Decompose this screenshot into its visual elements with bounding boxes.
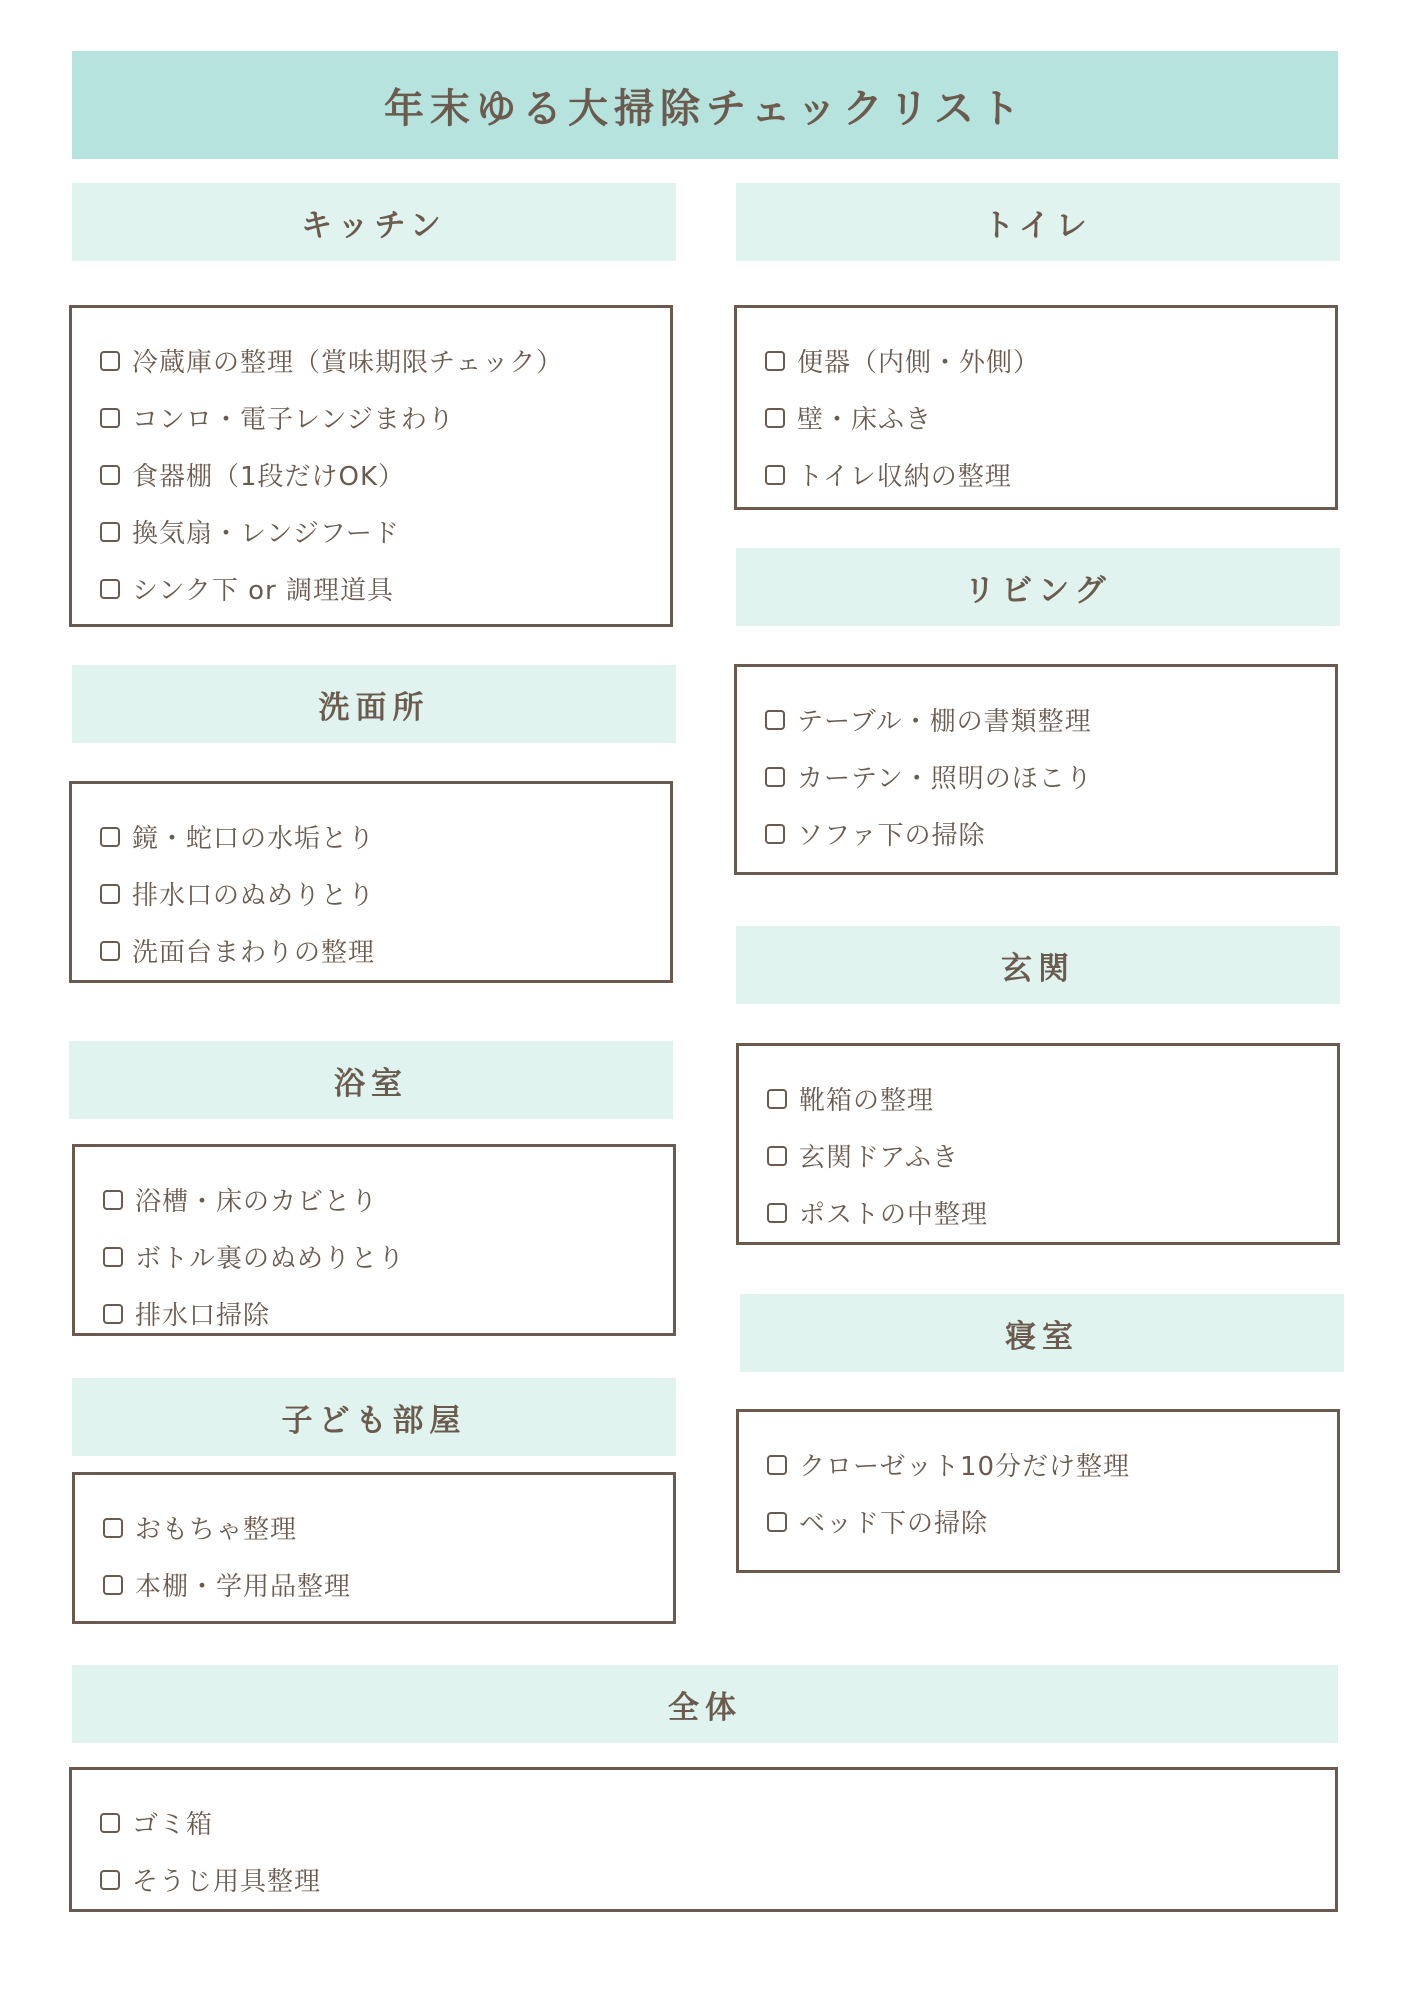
checklist-item[interactable]	[765, 691, 1335, 748]
checklist-box-washroom	[69, 781, 673, 983]
checkbox[interactable]	[765, 824, 785, 844]
checklist-item[interactable]	[100, 503, 670, 560]
section-title-toilet: トイレ	[983, 207, 1093, 244]
checkbox[interactable]	[103, 1304, 123, 1324]
section-header-entrance	[736, 926, 1340, 1004]
checklist-item-label: トイレ収納の整理	[797, 462, 1012, 492]
checklist-item-label: 浴槽・床のカビとり	[135, 1187, 379, 1217]
checkbox[interactable]	[765, 767, 785, 787]
checklist-item-label: 鏡・蛇口の水垢とり	[132, 824, 376, 854]
checklist-item-label: 便器（内側・外側）	[797, 348, 1041, 378]
checklist-item[interactable]	[767, 1184, 1337, 1241]
checklist-item[interactable]	[100, 446, 670, 503]
checklist-item-label: 換気扇・レンジフード	[132, 519, 400, 549]
section-header-bathroom	[69, 1041, 673, 1119]
checklist-item[interactable]	[100, 922, 670, 979]
checkbox[interactable]	[100, 941, 120, 961]
checklist-item[interactable]	[100, 1794, 1335, 1851]
checklist-item-label: ソファ下の掃除	[797, 821, 986, 851]
checklist-item-label: コンロ・電子レンジまわり	[132, 405, 455, 435]
checklist-item[interactable]	[100, 808, 670, 865]
section-title-kitchen: キッチン	[301, 207, 447, 244]
section-header-kids-room	[72, 1378, 676, 1456]
checklist-item-label: 玄関ドアふき	[799, 1143, 959, 1173]
checklist-box-overall	[69, 1767, 1338, 1912]
checklist-item-label: テーブル・棚の書類整理	[797, 707, 1092, 737]
section-header-overall	[72, 1665, 1338, 1743]
checkbox[interactable]	[100, 351, 120, 371]
checklist-item[interactable]	[103, 1171, 673, 1228]
checklist-item-label: そうじ用具整理	[132, 1867, 322, 1897]
checkbox[interactable]	[767, 1455, 787, 1475]
checklist-box-entrance	[736, 1043, 1340, 1245]
checkbox[interactable]	[765, 351, 785, 371]
checklist-item-label: ベッド下の掃除	[799, 1509, 989, 1539]
checklist-item[interactable]	[100, 865, 670, 922]
checklist-item[interactable]	[100, 332, 670, 389]
checkbox[interactable]	[100, 1870, 120, 1890]
section-title-living: リビング	[964, 572, 1112, 609]
checkbox[interactable]	[100, 579, 120, 599]
checklist-item[interactable]	[765, 748, 1335, 805]
section-title-overall: 全体	[668, 1689, 742, 1726]
checklist-item-label: 壁・床ふき	[797, 405, 933, 435]
checklist-box-toilet	[734, 305, 1338, 510]
checkbox[interactable]	[100, 1813, 120, 1833]
checkbox[interactable]	[765, 710, 785, 730]
checklist-box-kids-room	[72, 1472, 676, 1624]
checklist-item[interactable]	[767, 1436, 1337, 1493]
checklist-item-label: 排水口掃除	[135, 1301, 271, 1331]
section-header-washroom	[72, 665, 676, 743]
section-title-kids-room: 子ども部屋	[281, 1402, 467, 1439]
checklist-item-label: 冷蔵庫の整理（賞味期限チェック）	[132, 348, 564, 378]
checklist-item-label: ボトル裏のぬめりとり	[135, 1244, 406, 1274]
checkbox[interactable]	[767, 1203, 787, 1223]
checklist-item[interactable]	[767, 1493, 1337, 1550]
checklist-item-label: 洗面台まわりの整理	[132, 938, 376, 968]
checklist-box-bathroom	[72, 1144, 676, 1336]
checklist-item[interactable]	[767, 1070, 1337, 1127]
page-title: 年末ゆる大掃除チェックリスト	[384, 85, 1026, 132]
section-header-bedroom	[740, 1294, 1344, 1372]
checklist-item-label: おもちゃ整理	[135, 1515, 298, 1545]
checkbox[interactable]	[767, 1146, 787, 1166]
checklist-item[interactable]	[103, 1556, 673, 1613]
checklist-box-kitchen	[69, 305, 673, 627]
section-header-kitchen	[72, 183, 676, 261]
checkbox[interactable]	[765, 465, 785, 485]
checklist-item-label: カーテン・照明のほこり	[797, 764, 1093, 794]
checklist-item-label: 本棚・学用品整理	[135, 1572, 352, 1602]
checklist-item-label: シンク下 or 調理道具	[132, 576, 394, 606]
section-title-washroom: 洗面所	[318, 689, 430, 726]
checklist-item[interactable]	[100, 389, 670, 446]
checklist-box-living	[734, 664, 1338, 875]
checklist-box-bedroom	[736, 1409, 1340, 1573]
checkbox[interactable]	[100, 408, 120, 428]
section-title-bedroom: 寝室	[1005, 1318, 1079, 1355]
checkbox[interactable]	[103, 1575, 123, 1595]
section-header-toilet	[736, 183, 1340, 261]
checkbox[interactable]	[100, 465, 120, 485]
checklist-item-label: 食器棚（1段だけOK）	[132, 462, 406, 492]
checkbox[interactable]	[100, 522, 120, 542]
checklist-item[interactable]	[103, 1499, 673, 1556]
checklist-item[interactable]	[765, 389, 1335, 446]
checkbox[interactable]	[103, 1190, 123, 1210]
checkbox[interactable]	[103, 1247, 123, 1267]
checklist-item[interactable]	[765, 332, 1335, 389]
checklist-item[interactable]	[100, 560, 670, 617]
checklist-item-label: ゴミ箱	[132, 1810, 214, 1840]
title-banner	[72, 51, 1338, 159]
checkbox[interactable]	[765, 408, 785, 428]
checklist-item-label: クローゼット10分だけ整理	[799, 1452, 1131, 1482]
checkbox[interactable]	[103, 1518, 123, 1538]
checklist-item[interactable]	[765, 805, 1335, 862]
section-title-entrance: 玄関	[1001, 950, 1075, 987]
checklist-item[interactable]	[103, 1285, 673, 1342]
checkbox[interactable]	[767, 1089, 787, 1109]
checklist-item-label: 靴箱の整理	[799, 1086, 935, 1116]
checklist-item[interactable]	[100, 1851, 1335, 1908]
checklist-item-label: 排水口のぬめりとり	[132, 881, 376, 911]
checkbox[interactable]	[100, 827, 120, 847]
checklist-item[interactable]	[767, 1127, 1337, 1184]
checkbox[interactable]	[100, 884, 120, 904]
section-title-bathroom: 浴室	[334, 1065, 408, 1102]
checklist-item[interactable]	[765, 446, 1335, 503]
checklist-item[interactable]	[103, 1228, 673, 1285]
checklist-item-label: ポストの中整理	[799, 1200, 989, 1230]
checkbox[interactable]	[767, 1512, 787, 1532]
section-header-living	[736, 548, 1340, 626]
